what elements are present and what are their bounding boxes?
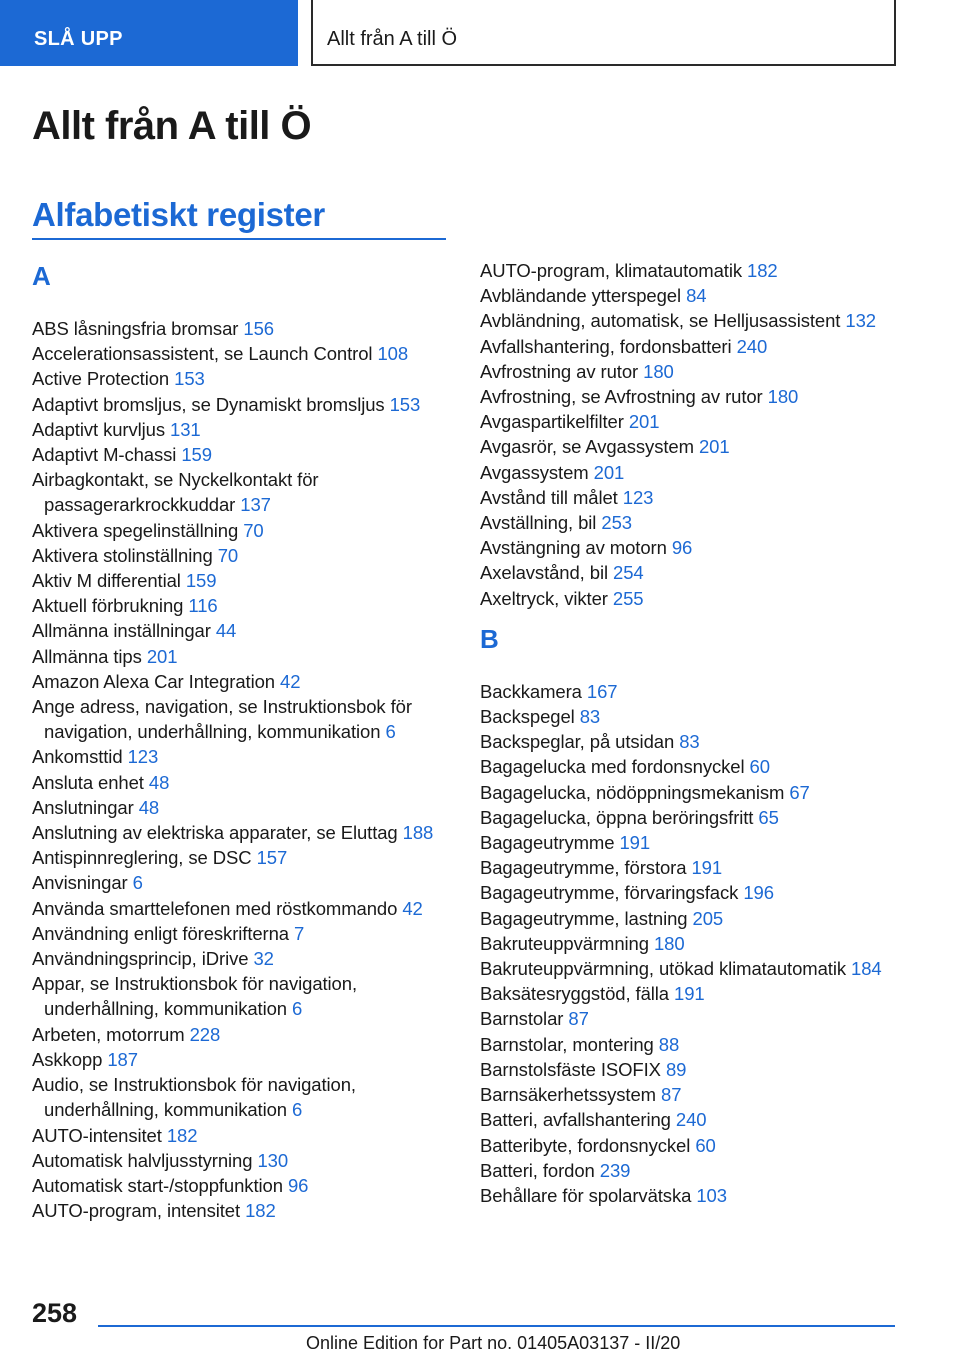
footer-divider xyxy=(98,1325,895,1327)
index-entry-text: Bagagelucka, nödöppningsmekanism xyxy=(480,781,785,803)
page-reference-link[interactable]: 32 xyxy=(253,948,274,970)
index-entry xyxy=(32,744,462,769)
page-reference-link[interactable]: 130 xyxy=(257,1149,289,1171)
index-entry-list xyxy=(32,316,462,1223)
page-number: 258 xyxy=(32,1298,78,1328)
index-entry-text: Bagageutrymme, förvaringsfack xyxy=(480,882,739,904)
index-entry-text: Ankomsttid xyxy=(32,746,123,768)
page-reference-link[interactable]: 83 xyxy=(679,731,700,753)
page-reference-link[interactable]: 153 xyxy=(389,393,421,415)
page-reference-link[interactable]: 188 xyxy=(402,822,434,844)
page-reference-link[interactable]: 96 xyxy=(287,1174,309,1196)
page-reference-link[interactable]: 182 xyxy=(747,260,778,281)
index-entry xyxy=(480,283,910,308)
index-entry xyxy=(32,896,462,921)
page-reference-link[interactable]: 153 xyxy=(174,368,205,390)
index-entry-text: Ange adress, navigation, se Instruktionsbok för navigation, underhållning, kommunikation xyxy=(32,696,412,743)
index-entry-text: Ansluta enhet xyxy=(32,771,144,793)
page-reference-link[interactable]: 84 xyxy=(686,285,707,307)
page-reference-link[interactable]: 123 xyxy=(622,486,654,508)
index-entry xyxy=(32,694,462,744)
index-entry-text: Användningsprincip, iDrive xyxy=(32,948,249,970)
index-entry-text: Bakruteuppvärmning, utökad klimatautomatik xyxy=(480,958,846,980)
page-reference-link[interactable]: 205 xyxy=(692,907,724,929)
page-reference-link[interactable]: 191 xyxy=(619,832,651,854)
page-reference-link[interactable]: 65 xyxy=(758,806,779,828)
index-entry xyxy=(480,258,910,283)
index-entry-text: Avbländning, automatisk, se Helljusassistent xyxy=(480,310,841,332)
index-entry xyxy=(32,971,462,1021)
index-entry xyxy=(480,729,910,754)
page-reference-link[interactable]: 42 xyxy=(402,897,423,919)
index-entry-text: Bagagelucka, öppna beröringsfritt xyxy=(480,806,754,828)
index-entry xyxy=(480,384,910,409)
page-reference-link[interactable]: 191 xyxy=(691,857,723,879)
index-entry-text: Accelerationsassistent, se Launch Control xyxy=(32,343,373,365)
index-entry xyxy=(480,510,910,535)
page-reference-link[interactable]: 83 xyxy=(579,706,601,728)
index-entry xyxy=(32,1123,462,1148)
page-reference-link[interactable]: 201 xyxy=(698,436,730,458)
index-entry-text: AUTO-program, klimatautomatik xyxy=(480,260,742,281)
index-entry-text: Användning enligt föreskrifterna xyxy=(32,922,289,944)
page-reference-link[interactable]: 159 xyxy=(185,570,217,592)
index-entry xyxy=(480,1006,910,1031)
index-entry-text: Allmänna tips xyxy=(32,645,142,667)
look-up-tab[interactable]: SLÅ UPP xyxy=(0,0,298,66)
index-entry xyxy=(480,434,910,459)
index-entry-text: Batteribyte, fordonsnyckel xyxy=(480,1134,691,1156)
page-reference-link[interactable]: 6 xyxy=(385,721,396,743)
index-entry xyxy=(32,770,462,795)
index-entry-text: Automatisk start-/stoppfunktion xyxy=(32,1174,283,1196)
index-entry-text: Bakruteuppvärmning xyxy=(480,932,649,954)
chapter-title-tab: Allt från A till Ö xyxy=(311,0,896,66)
index-entry xyxy=(480,485,910,510)
index-entry xyxy=(480,308,910,333)
index-entry xyxy=(480,460,910,485)
index-entry-text: Anslutningar xyxy=(32,796,134,818)
page-reference-link[interactable]: 89 xyxy=(665,1058,687,1080)
page-reference-link[interactable]: 123 xyxy=(127,746,159,768)
index-entry-text: Avgaspartikelfilter xyxy=(480,411,624,433)
page-reference-link[interactable]: 70 xyxy=(217,544,239,566)
index-entry xyxy=(32,1148,462,1173)
index-entry-text: Antispinnreglering, se DSC xyxy=(32,847,252,869)
index-entry xyxy=(480,1183,910,1208)
page-reference-link[interactable]: 7 xyxy=(294,922,305,944)
index-entry xyxy=(480,1107,910,1132)
index-entry-text: Adaptivt kurvljus xyxy=(32,418,165,440)
index-entry xyxy=(480,805,910,830)
index-entry-text: Avfrostning, se Avfrostning av rutor xyxy=(480,386,763,408)
page-reference-link[interactable]: 48 xyxy=(148,771,170,793)
index-entry-text: Avstånd till målet xyxy=(480,486,618,508)
index-entry xyxy=(480,1082,910,1107)
page-reference-link[interactable]: 87 xyxy=(568,1008,589,1030)
index-entry xyxy=(32,1173,462,1198)
index-entry xyxy=(32,795,462,820)
index-entry xyxy=(32,1072,462,1122)
index-entry xyxy=(480,535,910,560)
page-reference-link[interactable]: 159 xyxy=(181,444,212,466)
page-reference-link[interactable]: 137 xyxy=(240,494,271,516)
index-entry xyxy=(480,1133,910,1158)
index-entry xyxy=(32,392,462,417)
index-entry-text: Amazon Alexa Car Integration xyxy=(32,670,275,692)
index-entry-text: Batteri, fordon xyxy=(480,1159,595,1181)
page-reference-link[interactable]: 44 xyxy=(215,620,237,642)
index-entry xyxy=(32,568,462,593)
index-letter-a: A xyxy=(32,261,51,291)
index-entry xyxy=(480,830,910,855)
index-entry-text: Automatisk halvljusstyrning xyxy=(32,1149,253,1171)
index-entry xyxy=(32,870,462,895)
page-reference-link[interactable]: 182 xyxy=(245,1200,276,1222)
index-entry xyxy=(480,855,910,880)
page-reference-link[interactable]: 240 xyxy=(736,335,768,357)
index-entry xyxy=(480,880,910,905)
top-bar xyxy=(0,0,960,66)
page-reference-link[interactable]: 48 xyxy=(138,796,160,818)
index-entry xyxy=(32,442,462,467)
page-reference-link[interactable]: 96 xyxy=(671,537,693,559)
index-entry-text: Bagagelucka med fordonsnyckel xyxy=(480,756,745,778)
index-entry-text: Avfallshantering, fordonsbatteri xyxy=(480,335,732,357)
page-reference-link[interactable]: 187 xyxy=(107,1048,138,1070)
index-entry-text: Anslutning av elektriska apparater, se Eluttag xyxy=(32,822,398,844)
index-entry-text: Barnsäkerhetssystem xyxy=(480,1084,656,1106)
edition-footer: Online Edition for Part no. 01405A03137 - II/20 xyxy=(306,1333,681,1353)
page-reference-link[interactable]: 240 xyxy=(675,1109,707,1131)
index-entry xyxy=(480,931,910,956)
index-entry-text: Batteri, avfallshantering xyxy=(480,1109,671,1131)
index-entry xyxy=(32,921,462,946)
index-entry-text: Backspegel xyxy=(480,706,575,728)
page-reference-link[interactable]: 156 xyxy=(243,318,274,339)
index-entry xyxy=(480,906,910,931)
page-reference-link[interactable]: 6 xyxy=(292,1099,303,1121)
index-entry xyxy=(480,1158,910,1183)
page-reference-link[interactable]: 254 xyxy=(613,562,644,584)
page-reference-link[interactable]: 88 xyxy=(658,1033,680,1055)
index-entry-list xyxy=(480,258,910,611)
index-entry-text: Anvisningar xyxy=(32,872,128,894)
index-entry xyxy=(480,409,910,434)
index-entry xyxy=(32,1022,462,1047)
index-entry xyxy=(480,679,910,704)
page-reference-link[interactable]: 116 xyxy=(188,595,218,617)
index-entry xyxy=(480,586,910,611)
index-entry xyxy=(480,359,910,384)
index-entry xyxy=(32,669,462,694)
index-entry-text: Bagageutrymme, lastning xyxy=(480,907,688,929)
index-entry xyxy=(480,956,910,981)
index-entry xyxy=(32,467,462,517)
index-entry-text: ABS låsningsfria bromsar xyxy=(32,318,239,339)
section-divider xyxy=(32,238,446,240)
index-entry-text: Aktivera stolinställning xyxy=(32,544,213,566)
index-entry-text: Airbagkontakt, se Nyckelkontakt för passagerarkrockkuddar xyxy=(32,469,319,516)
index-entry-text: Aktiv M differential xyxy=(32,570,181,592)
index-entry-text: Adaptivt bromsljus, se Dynamiskt bromsljus xyxy=(32,393,385,415)
page-reference-link[interactable]: 180 xyxy=(767,386,799,408)
page-title: Allt från A till Ö xyxy=(32,104,312,148)
index-entry xyxy=(32,845,462,870)
index-entry xyxy=(480,981,910,1006)
index-entry-text: Backspeglar, på utsidan xyxy=(480,731,675,753)
page-reference-link[interactable]: 239 xyxy=(599,1159,631,1181)
page-reference-link[interactable]: 108 xyxy=(377,343,409,365)
index-entry-text: Avställning, bil xyxy=(480,512,597,534)
index-entry-text: Bagageutrymme xyxy=(480,832,615,854)
index-entry-text: Barnstolar xyxy=(480,1008,564,1030)
page-reference-link[interactable]: 67 xyxy=(789,781,810,803)
index-entry-text: Avbländande ytterspegel xyxy=(480,285,682,307)
index-entry-text: Avgasrör, se Avgassystem xyxy=(480,436,694,458)
section-title: Alfabetiskt register xyxy=(32,196,325,233)
index-entry-text: Aktuell förbrukning xyxy=(32,595,184,617)
index-entry xyxy=(32,366,462,391)
index-entry xyxy=(32,543,462,568)
index-entry xyxy=(480,704,910,729)
index-entry xyxy=(480,334,910,359)
page-reference-link[interactable]: 167 xyxy=(586,680,618,702)
index-entry-text: Avstängning av motorn xyxy=(480,537,667,559)
index-entry-text: Adaptivt M-chassi xyxy=(32,444,177,466)
index-entry xyxy=(32,946,462,971)
page-reference-link[interactable]: 131 xyxy=(170,418,201,440)
page-reference-link[interactable]: 201 xyxy=(146,645,178,667)
index-entry xyxy=(32,417,462,442)
page-reference-link[interactable]: 201 xyxy=(628,411,660,433)
index-entry-list xyxy=(480,679,910,1208)
index-entry-text: Askkopp xyxy=(32,1048,103,1070)
index-entry-text: Active Protection xyxy=(32,368,170,390)
index-entry xyxy=(32,1198,462,1223)
index-entry-text: AUTO-program, intensitet xyxy=(32,1200,241,1222)
index-entry-text: Allmänna inställningar xyxy=(32,620,211,642)
index-entry-text: Använda smarttelefonen med röstkommando xyxy=(32,897,398,919)
index-column-right xyxy=(480,258,910,1208)
index-letter-b: B xyxy=(480,623,499,654)
index-entry xyxy=(32,316,462,341)
page-reference-link[interactable]: 60 xyxy=(749,756,770,778)
page-reference-link[interactable]: 132 xyxy=(845,310,876,332)
index-entry xyxy=(32,618,462,643)
page-reference-link[interactable]: 184 xyxy=(851,958,882,980)
index-entry xyxy=(480,560,910,585)
index-entry xyxy=(32,593,462,618)
page-reference-link[interactable]: 191 xyxy=(674,983,705,1005)
page-reference-link[interactable]: 42 xyxy=(280,670,301,692)
index-entry-text: Aktivera spegelinställning xyxy=(32,519,239,541)
index-entry-text: Arbeten, motorrum xyxy=(32,1023,185,1045)
page-reference-link[interactable]: 180 xyxy=(643,360,674,382)
index-entry-text: AUTO-intensitet xyxy=(32,1124,162,1146)
index-entry-text: Barnstolar, montering xyxy=(480,1033,654,1055)
index-entry-text: Barnstolsfäste ISOFIX xyxy=(480,1058,661,1080)
page-reference-link[interactable]: 103 xyxy=(696,1184,727,1206)
index-entry-text: Axeltryck, vikter xyxy=(480,587,608,609)
page-reference-link[interactable]: 157 xyxy=(256,847,288,869)
index-entry-text: Avgassystem xyxy=(480,461,589,483)
page-reference-link[interactable]: 255 xyxy=(612,587,644,609)
index-entry xyxy=(480,780,910,805)
page-reference-link[interactable]: 201 xyxy=(593,461,625,483)
index-entry xyxy=(480,1057,910,1082)
index-entry xyxy=(32,341,462,366)
index-entry xyxy=(32,518,462,543)
index-entry xyxy=(480,754,910,779)
page-reference-link[interactable]: 6 xyxy=(292,998,303,1020)
index-entry-text: Backkamera xyxy=(480,680,582,702)
index-entry-text: Appar, se Instruktionsbok för navigation, underhållning, kommunikation xyxy=(32,973,357,1020)
index-column-left xyxy=(32,258,462,1223)
index-entry-text: Avfrostning av rutor xyxy=(480,360,639,382)
index-entry xyxy=(480,1032,910,1057)
page-reference-link[interactable]: 253 xyxy=(601,512,632,534)
page-reference-link[interactable]: 70 xyxy=(243,519,264,541)
page-reference-link[interactable]: 180 xyxy=(653,932,685,954)
index-entry xyxy=(32,644,462,669)
page-reference-link[interactable]: 6 xyxy=(132,872,143,894)
index-entry-text: Behållare för spolarvätska xyxy=(480,1184,692,1206)
page-reference-link[interactable]: 182 xyxy=(166,1124,198,1146)
index-entry xyxy=(32,820,462,845)
page-reference-link[interactable]: 87 xyxy=(661,1084,682,1106)
index-entry-text: Axelavstånd, bil xyxy=(480,562,608,584)
index-entry xyxy=(32,1047,462,1072)
page-reference-link[interactable]: 228 xyxy=(189,1023,221,1045)
page-reference-link[interactable]: 60 xyxy=(695,1134,716,1156)
index-entry-text: Audio, se Instruktionsbok för navigation, underhållning, kommunikation xyxy=(32,1074,356,1121)
index-entry-text: Bagageutrymme, förstora xyxy=(480,857,687,879)
page-reference-link[interactable]: 196 xyxy=(743,882,774,904)
index-entry-text: Baksätesryggstöd, fälla xyxy=(480,983,669,1005)
